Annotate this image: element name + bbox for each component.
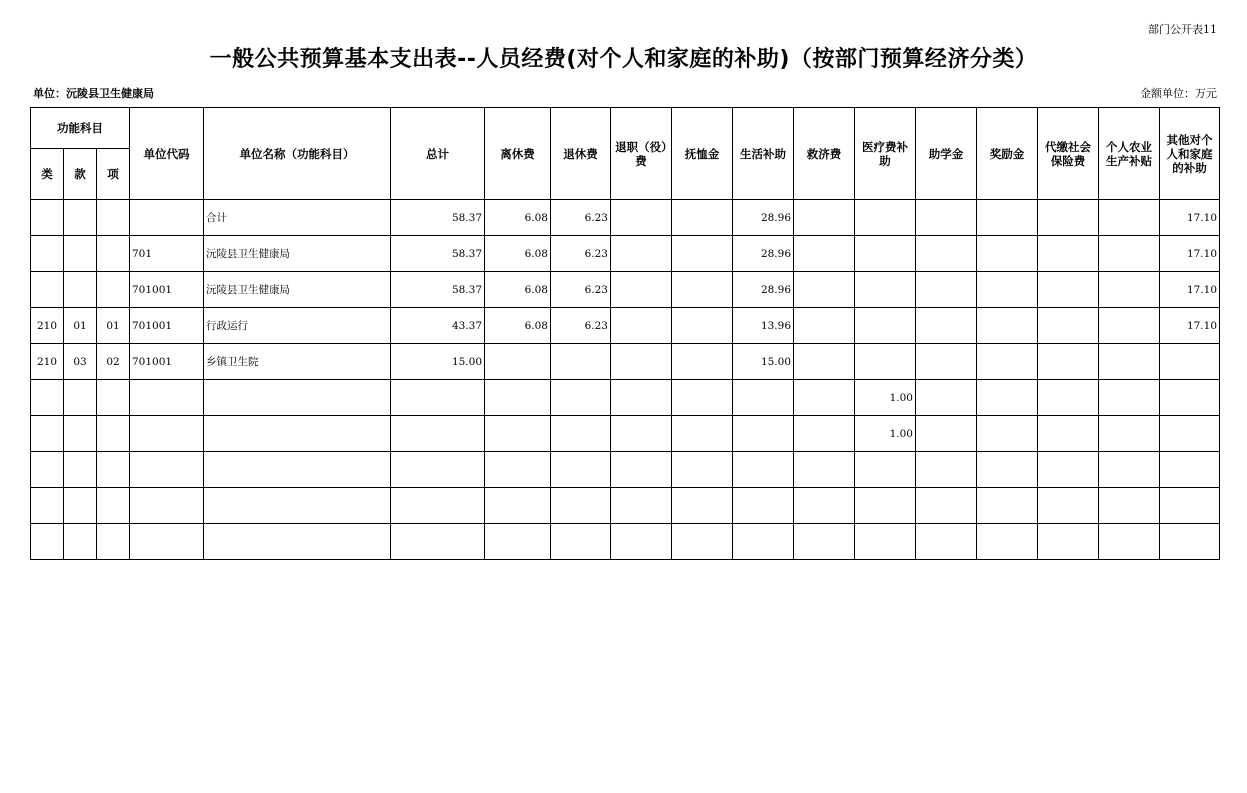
cell-lei <box>31 380 64 416</box>
cell-c5: 15.00 <box>733 344 794 380</box>
table-row <box>31 452 1220 488</box>
header-retirement-veteran: 离休费 <box>485 108 551 200</box>
cell-code: 701001 <box>130 272 204 308</box>
cell-name: 沅陵县卫生健康局 <box>204 236 391 272</box>
cell-name <box>204 524 391 560</box>
header-kuan: 款 <box>64 149 97 200</box>
cell-c4 <box>672 452 733 488</box>
cell-name: 合计 <box>204 200 391 236</box>
cell-c10 <box>1038 308 1099 344</box>
cell-c7 <box>855 452 916 488</box>
cell-total <box>391 380 485 416</box>
cell-lei: 210 <box>31 344 64 380</box>
cell-c2 <box>551 524 611 560</box>
cell-code <box>130 488 204 524</box>
cell-total: 15.00 <box>391 344 485 380</box>
cell-xiang <box>97 272 130 308</box>
cell-c8 <box>916 200 977 236</box>
cell-lei: 210 <box>31 308 64 344</box>
cell-c1: 6.08 <box>485 236 551 272</box>
header-social-insurance: 代缴社会保险费 <box>1038 108 1099 200</box>
cell-c6 <box>794 524 855 560</box>
cell-code <box>130 380 204 416</box>
cell-kuan <box>64 488 97 524</box>
cell-code: 701001 <box>130 308 204 344</box>
cell-xiang <box>97 380 130 416</box>
cell-c1 <box>485 524 551 560</box>
form-number: 部门公开表11 <box>1148 23 1217 36</box>
cell-xiang: 02 <box>97 344 130 380</box>
cell-c12 <box>1160 488 1220 524</box>
cell-c8 <box>916 380 977 416</box>
cell-c9 <box>977 524 1038 560</box>
cell-c2 <box>551 416 611 452</box>
cell-c12: 17.10 <box>1160 236 1220 272</box>
cell-total <box>391 488 485 524</box>
cell-c1: 6.08 <box>485 200 551 236</box>
header-pension: 抚恤金 <box>672 108 733 200</box>
cell-c7: 1.00 <box>855 416 916 452</box>
cell-c8 <box>916 308 977 344</box>
header-retirement: 退休费 <box>551 108 611 200</box>
cell-c10 <box>1038 272 1099 308</box>
table-row <box>31 272 1220 308</box>
header-medical-subsidy: 医疗费补助 <box>855 108 916 200</box>
amount-unit-label: 金额单位：万元 <box>1140 87 1217 100</box>
cell-kuan: 01 <box>64 308 97 344</box>
cell-xiang <box>97 236 130 272</box>
cell-c7 <box>855 236 916 272</box>
cell-name <box>204 452 391 488</box>
cell-code <box>130 524 204 560</box>
cell-c9 <box>977 380 1038 416</box>
cell-c1 <box>485 344 551 380</box>
cell-c1 <box>485 488 551 524</box>
cell-c2 <box>551 380 611 416</box>
cell-c6 <box>794 416 855 452</box>
cell-c8 <box>916 344 977 380</box>
header-agri-subsidy: 个人农业生产补贴 <box>1099 108 1160 200</box>
cell-c5: 28.96 <box>733 272 794 308</box>
cell-lei <box>31 416 64 452</box>
cell-c4 <box>672 524 733 560</box>
cell-c1 <box>485 380 551 416</box>
cell-c2: 6.23 <box>551 272 611 308</box>
cell-c12 <box>1160 524 1220 560</box>
cell-xiang: 01 <box>97 308 130 344</box>
cell-c9 <box>977 200 1038 236</box>
cell-c10 <box>1038 524 1099 560</box>
table-row <box>31 200 1220 236</box>
cell-c11 <box>1099 308 1160 344</box>
cell-kuan <box>64 380 97 416</box>
cell-lei <box>31 488 64 524</box>
header-reward: 奖励金 <box>977 108 1038 200</box>
cell-c1: 6.08 <box>485 308 551 344</box>
cell-c4 <box>672 308 733 344</box>
cell-c6 <box>794 236 855 272</box>
cell-c11 <box>1099 524 1160 560</box>
cell-xiang <box>97 452 130 488</box>
cell-xiang <box>97 200 130 236</box>
cell-c6 <box>794 200 855 236</box>
cell-c8 <box>916 272 977 308</box>
cell-kuan <box>64 272 97 308</box>
cell-kuan <box>64 416 97 452</box>
cell-c7 <box>855 308 916 344</box>
cell-lei <box>31 200 64 236</box>
cell-c5 <box>733 416 794 452</box>
header-unit-code: 单位代码 <box>130 108 204 200</box>
cell-c12: 17.10 <box>1160 272 1220 308</box>
cell-c7 <box>855 488 916 524</box>
cell-name: 行政运行 <box>204 308 391 344</box>
cell-kuan <box>64 524 97 560</box>
cell-c12 <box>1160 452 1220 488</box>
cell-c10 <box>1038 380 1099 416</box>
cell-c2 <box>551 488 611 524</box>
cell-c4 <box>672 272 733 308</box>
cell-c5 <box>733 524 794 560</box>
cell-lei <box>31 524 64 560</box>
cell-c10 <box>1038 200 1099 236</box>
cell-c8 <box>916 524 977 560</box>
cell-c4 <box>672 416 733 452</box>
cell-c3 <box>611 272 672 308</box>
header-total: 总计 <box>391 108 485 200</box>
cell-c10 <box>1038 416 1099 452</box>
cell-name: 沅陵县卫生健康局 <box>204 272 391 308</box>
cell-total: 58.37 <box>391 272 485 308</box>
cell-kuan <box>64 452 97 488</box>
table-row <box>31 344 1220 380</box>
cell-c9 <box>977 308 1038 344</box>
cell-c11 <box>1099 200 1160 236</box>
cell-c3 <box>611 524 672 560</box>
header-unit-name: 单位名称（功能科目） <box>204 108 391 200</box>
cell-c2: 6.23 <box>551 308 611 344</box>
cell-c5: 13.96 <box>733 308 794 344</box>
cell-total <box>391 452 485 488</box>
cell-c10 <box>1038 344 1099 380</box>
cell-name <box>204 416 391 452</box>
cell-c3 <box>611 200 672 236</box>
cell-c9 <box>977 272 1038 308</box>
cell-c12 <box>1160 416 1220 452</box>
unit-label: 单位：沅陵县卫生健康局 <box>33 87 154 100</box>
header-relief: 救济费 <box>794 108 855 200</box>
cell-c3 <box>611 308 672 344</box>
cell-total <box>391 524 485 560</box>
cell-c6 <box>794 308 855 344</box>
cell-c3 <box>611 344 672 380</box>
table-row <box>31 236 1220 272</box>
cell-c7 <box>855 200 916 236</box>
cell-name: 乡镇卫生院 <box>204 344 391 380</box>
budget-table <box>30 107 1220 560</box>
cell-code <box>130 416 204 452</box>
cell-c9 <box>977 236 1038 272</box>
cell-c4 <box>672 344 733 380</box>
cell-c9 <box>977 344 1038 380</box>
cell-c2 <box>551 344 611 380</box>
cell-c3 <box>611 488 672 524</box>
cell-xiang <box>97 416 130 452</box>
cell-c6 <box>794 272 855 308</box>
page-title: 一般公共预算基本支出表--人员经费(对个人和家庭的补助)（按部门预算经济分类） <box>209 47 1038 72</box>
cell-c6 <box>794 344 855 380</box>
cell-lei <box>31 272 64 308</box>
cell-c5: 28.96 <box>733 200 794 236</box>
cell-lei <box>31 452 64 488</box>
cell-c8 <box>916 416 977 452</box>
cell-c11 <box>1099 416 1160 452</box>
cell-c2 <box>551 452 611 488</box>
table-row <box>31 308 1220 344</box>
cell-c9 <box>977 452 1038 488</box>
cell-c11 <box>1099 380 1160 416</box>
table-row <box>31 488 1220 524</box>
cell-c7 <box>855 344 916 380</box>
cell-c2: 6.23 <box>551 236 611 272</box>
cell-c4 <box>672 236 733 272</box>
cell-c10 <box>1038 236 1099 272</box>
cell-name <box>204 488 391 524</box>
cell-c5 <box>733 488 794 524</box>
cell-c12: 17.10 <box>1160 308 1220 344</box>
header-living-subsidy: 生活补助 <box>733 108 794 200</box>
cell-lei <box>31 236 64 272</box>
cell-c8 <box>916 452 977 488</box>
cell-c9 <box>977 416 1038 452</box>
cell-c12 <box>1160 344 1220 380</box>
cell-code: 701001 <box>130 344 204 380</box>
cell-c8 <box>916 236 977 272</box>
cell-c3 <box>611 380 672 416</box>
cell-c4 <box>672 380 733 416</box>
cell-c1 <box>485 416 551 452</box>
cell-c5 <box>733 380 794 416</box>
cell-c8 <box>916 488 977 524</box>
cell-c3 <box>611 452 672 488</box>
cell-c1: 6.08 <box>485 272 551 308</box>
cell-c9 <box>977 488 1038 524</box>
cell-c2: 6.23 <box>551 200 611 236</box>
cell-kuan <box>64 236 97 272</box>
cell-c7 <box>855 272 916 308</box>
cell-c1 <box>485 452 551 488</box>
cell-code: 701 <box>130 236 204 272</box>
header-resignation: 退职（役）费 <box>611 108 672 200</box>
cell-c12: 17.10 <box>1160 200 1220 236</box>
cell-c7: 1.00 <box>855 380 916 416</box>
cell-c11 <box>1099 272 1160 308</box>
cell-name <box>204 380 391 416</box>
cell-c3 <box>611 416 672 452</box>
cell-total: 58.37 <box>391 200 485 236</box>
cell-kuan <box>64 200 97 236</box>
cell-c3 <box>611 236 672 272</box>
table-row <box>31 380 1220 416</box>
table-row <box>31 524 1220 560</box>
cell-total <box>391 416 485 452</box>
cell-total: 58.37 <box>391 236 485 272</box>
cell-c6 <box>794 488 855 524</box>
cell-c6 <box>794 380 855 416</box>
cell-c10 <box>1038 488 1099 524</box>
cell-c5: 28.96 <box>733 236 794 272</box>
cell-c6 <box>794 452 855 488</box>
cell-total: 43.37 <box>391 308 485 344</box>
cell-xiang <box>97 488 130 524</box>
header-xiang: 项 <box>97 149 130 200</box>
cell-xiang <box>97 524 130 560</box>
cell-c11 <box>1099 452 1160 488</box>
header-lei: 类 <box>31 149 64 200</box>
cell-c7 <box>855 524 916 560</box>
cell-c12 <box>1160 380 1220 416</box>
cell-code <box>130 452 204 488</box>
header-func-subject: 功能科目 <box>31 108 130 149</box>
cell-c10 <box>1038 452 1099 488</box>
table-row <box>31 416 1220 452</box>
cell-code <box>130 200 204 236</box>
cell-c4 <box>672 488 733 524</box>
cell-c11 <box>1099 236 1160 272</box>
cell-kuan: 03 <box>64 344 97 380</box>
cell-c11 <box>1099 344 1160 380</box>
cell-c5 <box>733 452 794 488</box>
header-other-subsidy: 其他对个人和家庭的补助 <box>1160 108 1220 200</box>
cell-c11 <box>1099 488 1160 524</box>
header-scholarship: 助学金 <box>916 108 977 200</box>
cell-c4 <box>672 200 733 236</box>
